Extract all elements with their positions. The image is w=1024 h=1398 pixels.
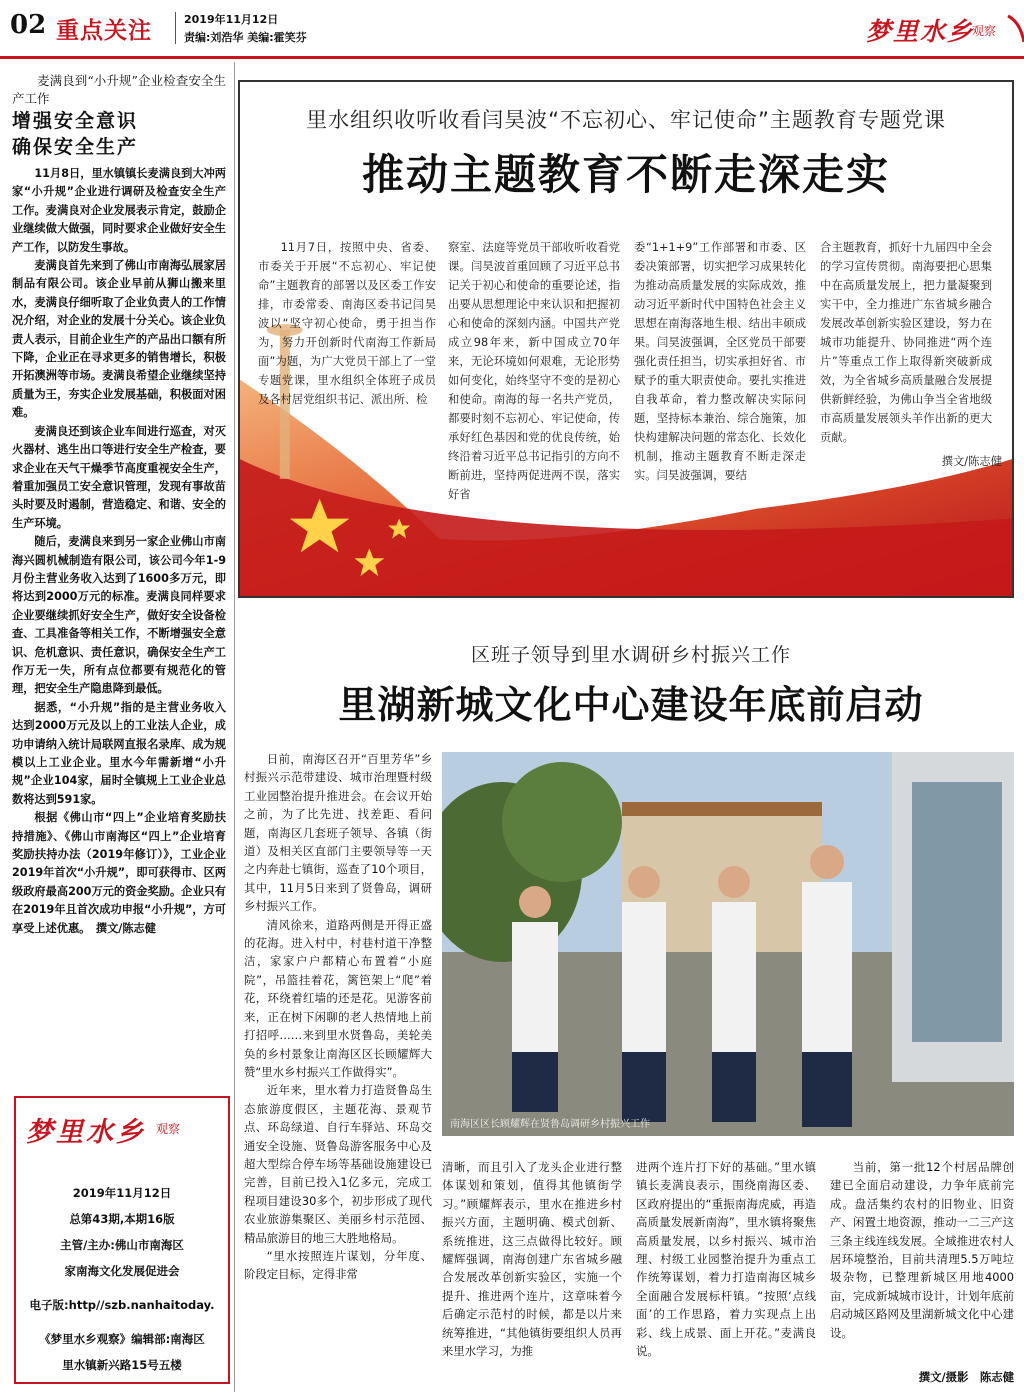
feature-kicker: 里水组织收听收看闫昊波“不忘初心、牢记使命”主题教育专题党课 xyxy=(306,108,946,132)
column-divider xyxy=(234,62,235,1392)
main-column-c: 进两个连片打下好的基础。”里水镇镇长麦满良表示，围绕南海区委、区政府提出的“重振南海虎威，再造高质量发展新南海”，里水镇将聚焦高质量发展，以乡村振兴、城市治理、村级工业园整治提升为重点工作统筹谋划，着力打造南海区城乡全面融合发展标杆镇。“按照‘点线面’的工作思路，着力实现点上出彩、线上成景、面上开花。”麦满良说。 xyxy=(636,1160,816,1359)
left-article-paragraph: 麦满良还到该企业车间进行巡查，对灭火器材、逃生出口等进行安全生产检查，要求企业在天气干燥季节高度重视安全生产，着重加强员工安全意识管理，发现有事故苗头时要及时遏制，营造稳定、和谐、安全的生产环境。 xyxy=(12,424,226,530)
photo-illustration xyxy=(442,752,1014,1136)
feature-box xyxy=(238,80,1014,598)
left-article-paragraph: 麦满良首先来到了佛山市南海弘展家居制品有限公司。该企业早前从狮山搬来里水，麦满良仔细听取了企业负责人的工作情况介绍，对企业的发展十分关心。该企业负责人表示，目前企业生产的产品出口额有所下降，企业正在寻求更多的销售增长，积极开拓澳洲等市场。麦满良希望企业继续坚持质量为王，夯实企业发展基础，积极面对困难。 xyxy=(12,259,226,420)
page-header xyxy=(0,0,1024,58)
brand-logo: 梦里水乡 xyxy=(866,17,975,46)
main-column-a xyxy=(244,750,432,1284)
main-byline: 撰文/摄影 陈志健 xyxy=(918,1370,1014,1384)
feature-column-2: 察室、法庭等党员干部收听收看党课。闫昊波首重回顾了习近平总书记关于初心和使命的重要论述，指出要从思想理论中来认识和把握初心和使命的深刻内涵。中国共产党成立98年来，新中国成立70年来，无论环境如何艰难，无论形势如何变化，始终坚守不变的是初心和使命。南海的每一名共产党员，都要时刻不忘初心、牢记使命，传承好红色基因和党的优良传统，始终沿着习近平总书记指引的方向不断前进，坚持两促进两不误，落实好省 xyxy=(448,241,620,501)
header-divider xyxy=(175,12,176,44)
info-brand-logo: 梦里水乡 xyxy=(26,1117,146,1148)
header-rule xyxy=(0,56,1024,59)
info-host-2: 家南海文化发展促进会 xyxy=(64,1264,180,1278)
info-date: 2019年11月12日 xyxy=(72,1186,172,1200)
main-paragraph: 日前，南海区召开“百里芳华”乡村振兴示范带建设、城市治理暨村级工业园整治提升推进会。在会议开始之前，为了比先进、找差距、看问题，南海区几套班子领导、各镇（街道）及相关区直部门主要领导等一天之内奔赴七镇街，巡查了10个项目，其中，11月5日来到了贤鲁岛，调研乡村振兴工作。 xyxy=(244,752,432,914)
info-issue: 总第43期,本期16版 xyxy=(69,1212,175,1226)
info-brand-suffix: 观察 xyxy=(156,1122,181,1136)
feature-byline: 撰文/陈志健 xyxy=(941,455,1002,468)
main-column-d: 当前，第一批12个村居品牌创建已全面启动建设，力争年底前完成。盘活集约农村的旧物业、旧资产、闲置土地资源，推动一二三产这三条主线连线发展。全域推进农村人居环境整治，目前共清理5.5万吨垃圾杂物，已整理新城区用地4000亩，完成新城城市设计，计划年底前启动城区路网及里湖新城文化中心建设。 xyxy=(830,1160,1014,1340)
info-office-1: 《梦里水乡观察》编辑部:南海区 xyxy=(39,1332,205,1346)
info-office-2: 里水镇新兴路15号五楼 xyxy=(62,1358,182,1372)
header-date: 2019年11月12日 xyxy=(184,13,279,26)
feature-column-4: 合主题教育，抓好十九届四中全会的学习宣传贯彻。南海要把心思集中在高质量发展上，把力量凝聚到实干中，全力推进广东省城乡融合发展改革创新实验区建设，努力在城市功能提升、协同推进“两个连片”等重点工作上取得新突破新成效，为全省城乡高质量融合发展提供新鲜经验，为佛山争当全省地级市高质量发展领头羊作出新的更大贡献。 xyxy=(820,241,992,444)
section-title: 重点关注 xyxy=(56,18,152,44)
brand-suffix: 观察 xyxy=(972,24,997,38)
feature-column-1: 11月7日，按照中央、省委、市委关于开展“不忘初心、牢记使命”主题教育的部署以及区委工作安排，市委常委、南海区委书记闫昊波以“坚守初心使命，勇于担当作为，努力开创新时代南海工作新局面”为题，为广大党员干部上了一堂专题党课，里水组织全体班子成员及各村居党组织书记、派出所、检 xyxy=(258,241,436,406)
feature-headline: 推动主题教育不断走深走实 xyxy=(361,150,890,199)
info-host-1: 主管/主办:佛山市南海区 xyxy=(60,1238,184,1252)
left-article-paragraph: 随后，麦满良来到另一家企业佛山市南海兴圆机械制造有限公司，该公司今年1-9月份主营业务收入达到了1600多万元，即将达到2000万元的标准。麦满良同样要求企业要继续抓好安全生产，做好安全设备检查、工具准备等相关工作，不断增强安全意识、危机意识、责任意识，确保安全生产工作万无一失，所有点位都要有规范化的管理，把安全生产隐患降到最低。 xyxy=(12,535,226,696)
photo-caption: 南海区区长顾耀辉在贤鲁岛调研乡村振兴工作 xyxy=(450,1119,650,1130)
masthead-info-box xyxy=(14,1096,230,1384)
left-article-paragraph: 据悉，“小升规”指的是主营业务收入达到2000万元及以上的工业法人企业，成功申请纳入统计局联网直报名录库、成为规模以上工业企业。里水今年需新增“小升规”企业104家，届时全镇规上工业企业总数将达到591家。 xyxy=(12,700,226,806)
main-paragraph: 清风徐来，道路两侧是开得正盛的花海。进入村中，村巷村道干净整洁，家家户户都精心布置着“小庭院”，吊篮挂着花，篱笆架上“爬”着花，环绕着红墙的还是花。见游客前来，正在树下闲聊的老人热情地上前打招呼……来到里水贤鲁岛，美轮美奂的乡村景象让南海区区长顾耀辉大赞“里水乡村振兴工作做得实”。 xyxy=(244,917,432,1079)
main-column-b: 清晰，而且引入了龙头企业进行整体谋划和策划，值得其他镇街学习。”顾耀辉表示，里水在推进乡村振兴方面，主题明确、模式创新、系统推进，这三点做得比较好。顾耀辉强调，南海创建广东省城乡融合发展改革创新实验区，实施一个提升、推进两个连片，这章味着今后确定示范村的时候，都是以片来统筹推进，“其他镇街要组织人员再来里水学习，为推 xyxy=(442,1160,622,1359)
main-headline: 里湖新城文化中心建设年底前启动 xyxy=(338,682,924,727)
left-article xyxy=(12,72,226,938)
main-paragraph: 近年来，里水着力打造贤鲁岛生态旅游度假区，主题花海、景观节点、环岛绿道、自行车驿站、环岛交通安全设施、贤鲁岛游客服务中心及超大型综合停车场等基础设施建设已完善，目前已投入1亿多元，完成工程项目建设30多个，初步形成了现代农业旅游集聚区、美丽乡村示范园、精品旅游目的地三大胜地格局。 xyxy=(244,1083,432,1245)
header-editors: 责编:刘浩华 美编:霍笑芬 xyxy=(184,31,307,44)
left-article-paragraph: 根据《佛山市“四上”企业培育奖励扶持措施》、《佛山市南海区“四上”企业培育奖励扶持办法（2019年修订）》，工业企业2019年首次“小升规”，即可获得市、区两级政府最高200万元的资金奖励。企业只有在2019年且首次成功申报“小升规”，方可享受上述优惠。 撰文/陈志健 xyxy=(12,811,226,935)
left-article-headline-1: 增强安全意识 xyxy=(12,110,139,132)
main-kicker: 区班子领导到里水调研乡村振兴工作 xyxy=(470,644,791,666)
main-paragraph: “里水按照连片谋划，分年度、阶段定目标，定得非常 xyxy=(244,1248,432,1282)
info-edition-link[interactable]: 电子版:http//szb.nanhaitoday. xyxy=(29,1298,215,1312)
feature-column-3: 委“1+1+9”工作部署和市委、区委决策部署，切实把学习成果转化为推动高质量发展的实际成效，推动习近平新时代中国特色社会主义思想在南海落地生根、结出丰硕成果。闫昊波强调，全区党员干部要强化责任担当，切实承担好省、市赋予的重大职责使命。要扎实推进自我革命，着力整改解决实际问题，坚持标本兼治、综合施策，加快构建解决问题的常态化、长效化机制，推动主题教育不断走深走实。闫昊波强调，要结 xyxy=(634,241,806,482)
left-article-headline-2: 确保安全生产 xyxy=(12,136,139,158)
left-article-paragraph: 11月8日，里水镇镇长麦满良到大冲两家“小升规”企业进行调研及检查安全生产工作。麦满良对企业发展表示肯定，鼓励企业继续做大做强，同时要求企业做好安全生产工作，以防发生事故。 xyxy=(12,167,226,254)
page-number: 02 xyxy=(10,10,47,40)
left-article-kicker: 麦满良到“小升规”企业检查安全生产工作 xyxy=(12,73,226,106)
news-photo xyxy=(442,752,1014,1136)
